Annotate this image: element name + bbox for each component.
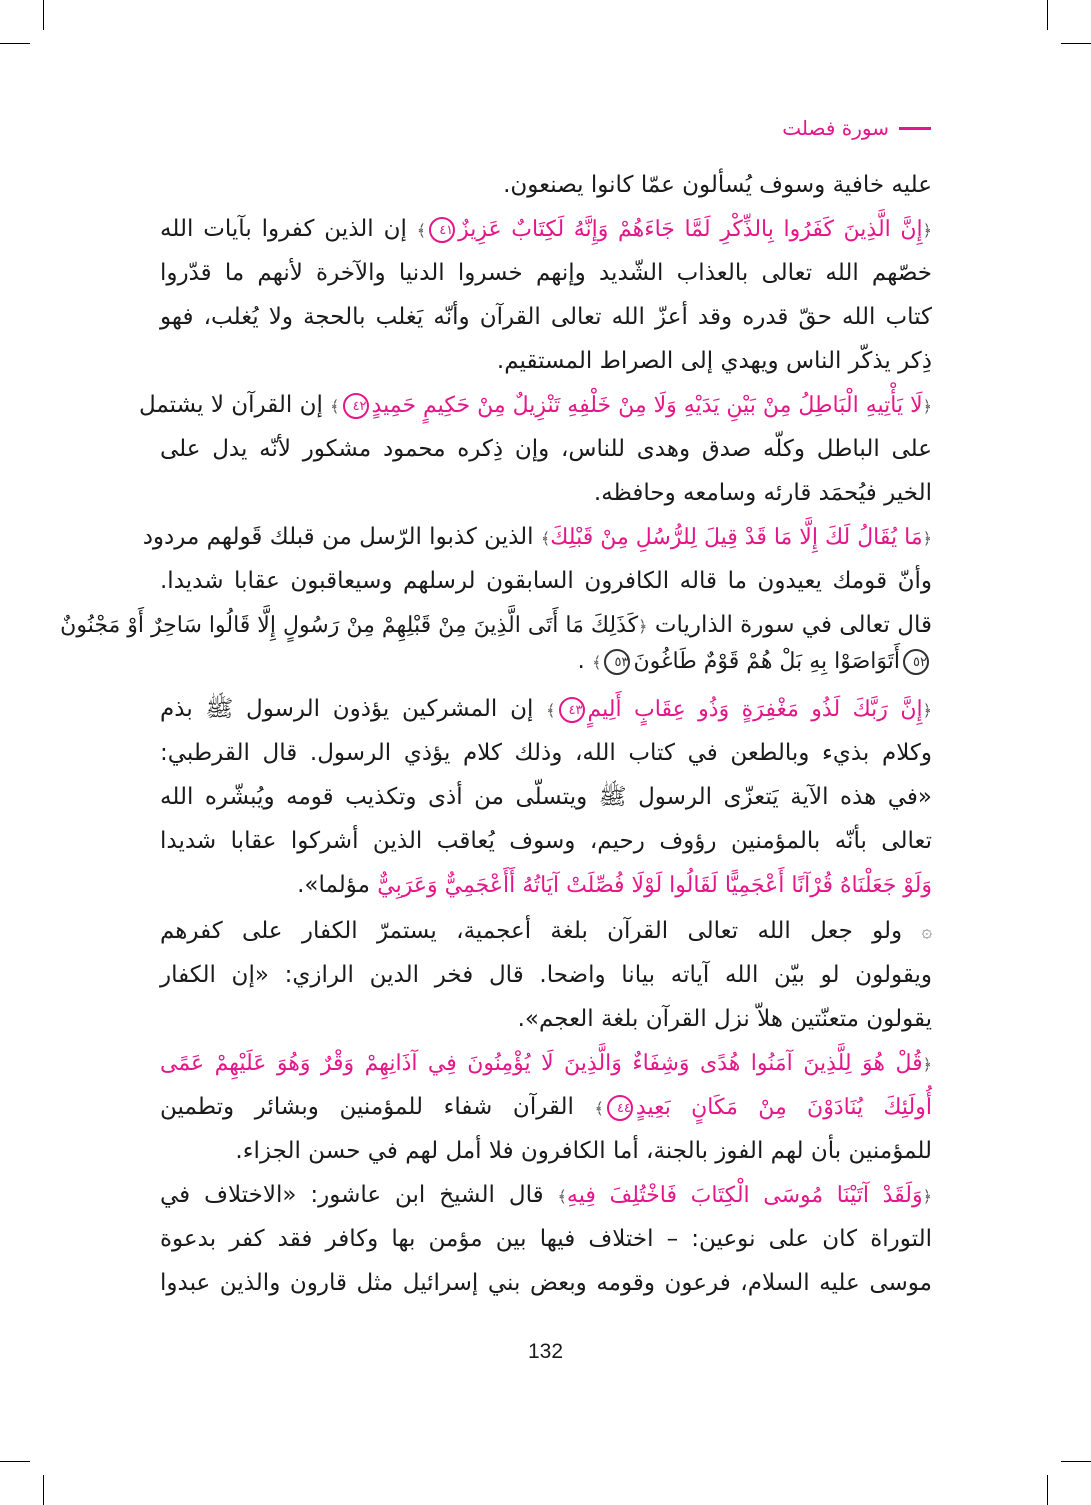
text-line <box>160 864 932 906</box>
text-line <box>160 1130 932 1172</box>
commentary-text: إن الذين كفروا بآيات الله <box>160 216 417 242</box>
text-line <box>142 516 932 558</box>
running-head-bar <box>899 127 931 130</box>
ornate-bracket-icon: ﴾ <box>557 1187 567 1206</box>
text-line <box>160 820 932 862</box>
commentary-text: الذين كذبوا الرّسل من قبلك قَولهم مردود <box>142 524 541 550</box>
quran-verse: وَلَقَدْ آتَيْنَا مُوسَى الْكِتَابَ فَاخْتُلِفَ فِيهِ <box>566 1183 923 1208</box>
commentary-text: ويقولون لو بيّن الله آياته بيانا واضحا. قال فخر الدين الرازي: «إن الكفار <box>160 962 932 988</box>
commentary-text: «في هذه الآية يَتعزّى الرسول ﷺ ويتسلّى من أذى وتكذيب قومه ويُبشّره الله <box>160 784 932 810</box>
text-line <box>160 340 932 382</box>
crop-mark-bottom-right-h <box>1061 1461 1091 1462</box>
commentary-text: . <box>577 648 593 674</box>
quran-quote: كَذَلِكَ مَا أَتَى الَّذِينَ مِنْ قَبْلِهِمْ مِنْ رَسُولٍ إِلَّا قَالُوا سَاحِرٌ أَوْ مَجْنُونٌ <box>60 613 639 638</box>
page-number: 132 <box>527 1340 564 1363</box>
quran-verse: أُولَئِكَ يُنَادَوْنَ مِنْ مَكَانٍ بَعِيدٍ <box>635 1095 932 1120</box>
text-line <box>160 428 932 470</box>
crop-mark-top-right <box>1047 0 1048 30</box>
crop-mark-top-left <box>43 0 44 30</box>
quran-quote: أَتَوَاصَوْا بِهِ بَلْ هُمْ قَوْمٌ طَاغُونَ <box>633 649 900 674</box>
crop-mark-bottom-right <box>1047 1475 1048 1505</box>
ornate-bracket-icon: ﴿ <box>922 1187 933 1206</box>
running-head <box>782 116 931 140</box>
ayah-number-icon: ٤٣ <box>559 697 585 723</box>
crop-mark-top-left-h <box>0 43 30 44</box>
commentary-text: وكلام بذيء وبالطعن في كتاب الله، وذلك كلام يؤذي الرسول. قال القرطبي: <box>160 740 932 766</box>
text-line <box>160 1174 932 1216</box>
ornate-bracket-icon: ﴿ <box>922 221 932 240</box>
commentary-text: ولو جعل الله تعالى القرآن بلغة أعجمية، يستمرّ الكفار على كفرهم <box>160 918 922 944</box>
commentary-text: القرآن شفاء للمؤمنين وبشائر وتطمين <box>160 1094 595 1120</box>
crop-mark-bottom-left-h <box>0 1461 30 1462</box>
ornate-bracket-icon: ﴾ <box>592 653 602 672</box>
text-line <box>160 732 932 774</box>
commentary-text: تعالى بأنّه بالمؤمنين رؤوف رحيم، وسوف يُعاقب الذين أشركوا عقابا شديدا <box>160 828 932 854</box>
text-line <box>160 472 932 514</box>
crop-mark-bottom-left <box>43 1475 44 1505</box>
commentary-text: مؤلما». <box>297 872 378 898</box>
ornate-bracket-icon: ﴾ <box>540 529 551 548</box>
commentary-text: التوراة كان على نوعين: – اختلاف فيها بين مؤمن بها وكافر فقد كفر بدعوة <box>160 1226 932 1252</box>
text-line <box>160 1042 932 1084</box>
quran-verse: إِنَّ رَبَّكَ لَذُو مَغْفِرَةٍ وَذُو عِقَابٍ أَلِيمٍ <box>587 697 923 722</box>
quran-verse: مَا يُقَالُ لَكَ إِلَّا مَا قَدْ قِيلَ لِلرُّسُلِ مِنْ قَبْلِكَ <box>550 525 923 550</box>
text-line <box>160 252 932 294</box>
commentary-text: ذِكر يذكّر الناس ويهدي إلى الصراط المستقيم. <box>496 348 932 374</box>
commentary-text: خصّهم الله تعالى بالعذاب الشّديد وإنهم خسروا الدنيا والآخرة لأنهم ما قدّروا <box>160 260 932 286</box>
ornate-bracket-icon: ﴿ <box>922 397 932 416</box>
ornate-bracket-icon: ﴿ <box>922 701 932 720</box>
ayah-number-icon: ٥٣ <box>604 649 630 675</box>
text-line <box>160 296 932 338</box>
ornate-bracket-icon: ﴾ <box>546 701 556 720</box>
flower-ornament-icon: ۞ <box>921 920 932 942</box>
commentary-text: للمؤمنين بأن لهم الفوز بالجنة، أما الكافرون فلا أمل لهم في حسن الجزاء. <box>235 1138 932 1164</box>
ornate-bracket-icon: ﴿ <box>638 617 648 636</box>
text-line <box>160 954 932 996</box>
quran-verse: إِنَّ الَّذِينَ كَفَرُوا بِالذِّكْرِ لَمَّا جَاءَهُمْ وَإِنَّهُ لَكِتَابٌ عَزِيزٌ <box>458 217 923 242</box>
ornate-bracket-icon: ﴾ <box>330 397 340 416</box>
ornate-bracket-icon: ﴿ <box>922 1055 932 1074</box>
surah-title: سورة فصلت <box>782 116 889 140</box>
crop-mark-top-right-h <box>1061 43 1091 44</box>
commentary-text: يقولون متعنّتين هلاّ نزل القرآن بلغة العجم». <box>517 1006 932 1032</box>
ornate-bracket-icon: ﴾ <box>594 1099 604 1118</box>
commentary-text: قال تعالى في سورة الذاريات <box>647 612 932 638</box>
text-line <box>160 640 932 682</box>
ayah-number-icon: ٥٢ <box>903 649 929 675</box>
text-line <box>160 1262 932 1304</box>
text-line <box>160 776 932 818</box>
text-line <box>160 910 932 952</box>
commentary-text: الخير فيُحمَد قارئه وسامعه وحافظه. <box>593 480 932 506</box>
commentary-text: على الباطل وكلّه صدق وهدى للناس، وإن ذِكره محمود مشكور لأنّه يدل على <box>160 436 932 462</box>
commentary-text: إن القرآن لا يشتمل <box>138 392 331 418</box>
commentary-text: عليه خافية وسوف يُسألون عمّا كانوا يصنعون. <box>503 172 932 198</box>
text-line <box>160 688 932 730</box>
text-line <box>160 998 932 1040</box>
text-line <box>160 560 932 602</box>
quran-verse: وَلَوْ جَعَلْنَاهُ قُرْآنًا أَعْجَمِيًّا لَقَالُوا لَوْلَا فُصِّلَتْ آيَاتُهُ أَأَعْجَمِيٌّ وَعَرَبِيٌّ <box>377 873 932 898</box>
ayah-number-icon: ٤١ <box>429 217 455 243</box>
ayah-number-icon: ٤٢ <box>343 393 369 419</box>
quran-verse: قُلْ هُوَ لِلَّذِينَ آمَنُوا هُدًى وَشِفَاءٌ وَالَّذِينَ لَا يُؤْمِنُونَ فِي آذَانِهِمْ وَقْرٌ وَهُوَ عَلَيْهِمْ عَمًى <box>160 1051 923 1076</box>
text-line <box>138 384 932 426</box>
ornate-bracket-icon: ﴾ <box>416 221 427 240</box>
text-line <box>160 208 932 250</box>
commentary-text: قال الشيخ ابن عاشور: «الاختلاف في <box>160 1182 558 1208</box>
text-line <box>160 1086 932 1128</box>
commentary-text: وأنّ قومك يعيدون ما قاله الكافرون السابقون لرسلهم وسيعاقبون عقابا شديدا. <box>160 568 932 594</box>
commentary-text: كتاب الله حقّ قدره وقد أعزّ الله تعالى القرآن وأنّه يَغلب بالحجة ولا يُغلب، فهو <box>160 304 932 330</box>
commentary-text: إن المشركين يؤذون الرسول ﷺ بذم <box>160 696 547 722</box>
commentary-text: موسى عليه السلام، فرعون وقومه وبعض بني إسرائيل مثل قارون والذين عبدوا <box>160 1270 932 1296</box>
ayah-number-icon: ٤٤ <box>607 1095 633 1121</box>
ornate-bracket-icon: ﴿ <box>922 529 932 548</box>
text-line <box>160 164 932 206</box>
text-line <box>160 1218 932 1260</box>
quran-verse: لَا يَأْتِيهِ الْبَاطِلُ مِنْ بَيْنِ يَدَيْهِ وَلَا مِنْ خَلْفِهِ تَنْزِيلٌ مِنْ حَكِيمٍ حَمِيدٍ <box>371 393 923 418</box>
